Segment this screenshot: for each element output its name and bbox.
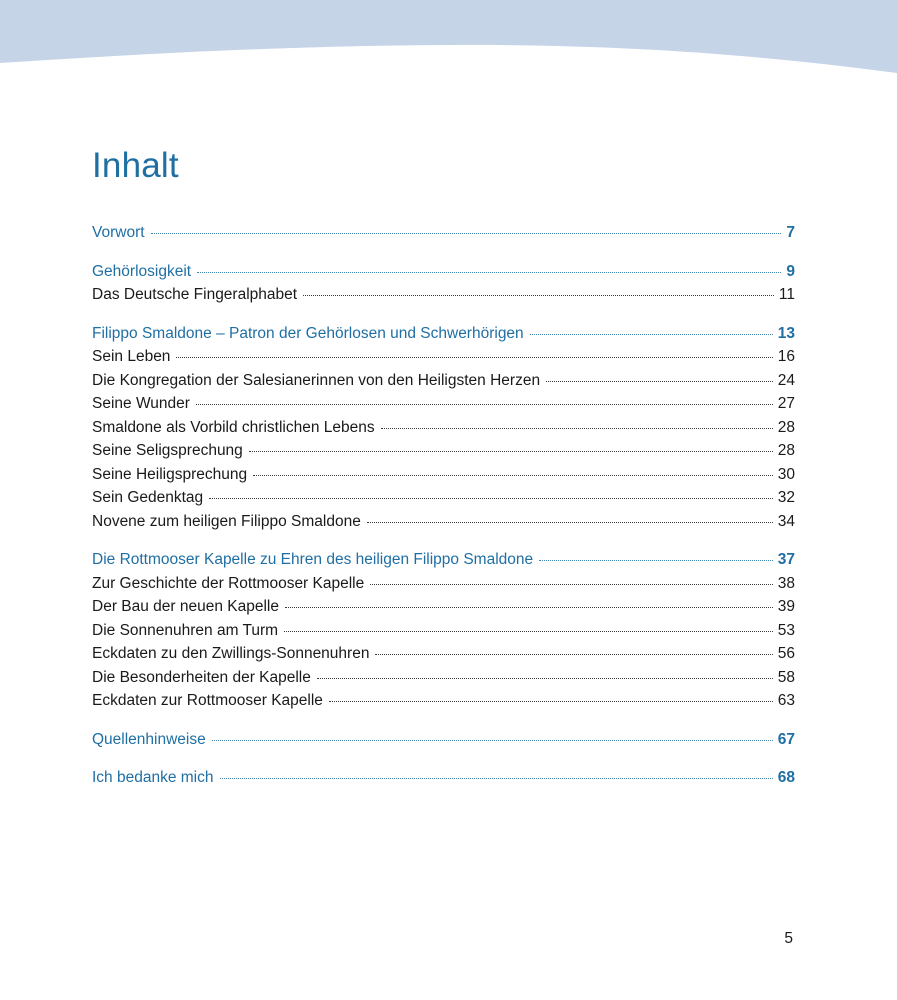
- dot-leader: [284, 631, 773, 632]
- toc-entry-page: 32: [777, 489, 795, 506]
- toc-chapter-row[interactable]: [92, 766, 795, 790]
- toc-section: [92, 766, 795, 790]
- toc-entry-page: 63: [777, 692, 795, 709]
- dot-leader: [176, 357, 772, 358]
- toc-entry-page: 34: [777, 512, 795, 530]
- toc-chapter-title: Filippo Smaldone – Patron der Gehörlosen und Schwerhörigen: [92, 324, 524, 342]
- toc-chapter-title: Ich bedanke mich: [92, 769, 214, 786]
- toc-entry-page: 27: [777, 395, 795, 412]
- dot-leader: [367, 522, 773, 523]
- toc-entry-page: 39: [777, 598, 795, 615]
- toc-section: [92, 548, 795, 713]
- toc-chapter-page: 68: [777, 769, 795, 786]
- toc-entry-row[interactable]: [92, 439, 795, 463]
- toc-section: [92, 728, 795, 752]
- toc-entry-page: 16: [777, 348, 795, 365]
- toc-entry-row[interactable]: [92, 689, 795, 713]
- dot-leader: [196, 404, 773, 405]
- dot-leader: [530, 334, 773, 335]
- dot-leader: [151, 233, 782, 234]
- page-title: Inhalt: [92, 146, 179, 185]
- dot-leader: [253, 475, 773, 476]
- dot-leader: [370, 584, 773, 585]
- toc-entry-title: Eckdaten zur Rottmooser Kapelle: [92, 692, 323, 709]
- toc-chapter-row[interactable]: [92, 221, 795, 245]
- toc-entry-title: Novene zum heiligen Filippo Smaldone: [92, 512, 361, 530]
- toc-chapter-row[interactable]: [92, 260, 795, 284]
- dot-leader: [285, 607, 773, 608]
- toc-chapter-page: 9: [786, 262, 795, 280]
- toc-entry-row[interactable]: [92, 392, 795, 416]
- table-of-contents: [92, 221, 795, 805]
- toc-entry-row[interactable]: [92, 486, 795, 510]
- dot-leader: [381, 428, 773, 429]
- toc-entry-title: Eckdaten zu den Zwillings-Sonnenuhren: [92, 645, 370, 662]
- toc-entry-title: Das Deutsche Fingeralphabet: [92, 286, 298, 303]
- toc-entry-title: Sein Leben: [92, 348, 171, 365]
- toc-entry-title: Die Besonderheiten der Kapelle: [92, 668, 311, 686]
- toc-chapter-page: 13: [777, 324, 795, 342]
- toc-chapter-title: Quellenhinweise: [92, 730, 206, 748]
- page-number: 5: [784, 930, 793, 947]
- toc-entry-row[interactable]: [92, 666, 795, 690]
- dot-leader: [197, 272, 781, 273]
- toc-entry-title: Der Bau der neuen Kapelle: [92, 598, 279, 615]
- toc-entry-row[interactable]: [92, 642, 795, 666]
- toc-chapter-row[interactable]: [92, 548, 795, 572]
- toc-chapter-page: 7: [786, 224, 795, 241]
- toc-entry-row[interactable]: [92, 416, 795, 440]
- toc-entry-row[interactable]: [92, 283, 795, 307]
- toc-entry-row[interactable]: [92, 345, 795, 369]
- dot-leader: [546, 381, 773, 382]
- toc-section: [92, 322, 795, 534]
- dot-leader: [317, 678, 773, 679]
- dot-leader: [329, 701, 773, 702]
- toc-chapter-title: Gehörlosigkeit: [92, 262, 192, 280]
- header-wave-decoration: [0, 0, 897, 80]
- dot-leader: [212, 740, 773, 741]
- dot-leader: [249, 451, 773, 452]
- toc-chapter-title: Die Rottmooser Kapelle zu Ehren des heiligen Filippo Smaldone: [92, 551, 534, 568]
- toc-entry-page: 24: [777, 371, 795, 389]
- toc-entry-page: 58: [777, 668, 795, 686]
- toc-chapter-row[interactable]: [92, 728, 795, 752]
- toc-entry-row[interactable]: [92, 572, 795, 596]
- dot-leader: [209, 498, 773, 499]
- toc-entry-title: Zur Geschichte der Rottmooser Kapelle: [92, 574, 365, 592]
- toc-entry-title: Seine Wunder: [92, 395, 190, 412]
- toc-entry-row[interactable]: [92, 510, 795, 534]
- toc-entry-row[interactable]: [92, 463, 795, 487]
- toc-section: [92, 260, 795, 307]
- toc-chapter-page: 67: [777, 730, 795, 748]
- toc-chapter-row[interactable]: [92, 322, 795, 346]
- toc-entry-row[interactable]: [92, 595, 795, 619]
- toc-entry-title: Die Sonnenuhren am Turm: [92, 621, 279, 639]
- toc-entry-title: Seine Heiligsprechung: [92, 465, 248, 483]
- dot-leader: [220, 778, 773, 779]
- toc-entry-page: 28: [777, 418, 795, 436]
- toc-entry-title: Die Kongregation der Salesianerinnen von den Heiligsten Herzen: [92, 371, 541, 389]
- toc-entry-page: 30: [777, 465, 795, 483]
- toc-entry-row[interactable]: [92, 369, 795, 393]
- toc-entry-title: Smaldone als Vorbild christlichen Lebens: [92, 418, 375, 436]
- toc-entry-row[interactable]: [92, 619, 795, 643]
- toc-entry-page: 56: [777, 645, 795, 662]
- toc-chapter-page: 37: [777, 551, 795, 568]
- dot-leader: [375, 654, 772, 655]
- toc-entry-page: 38: [777, 574, 795, 592]
- toc-entry-title: Sein Gedenktag: [92, 489, 204, 506]
- dot-leader: [303, 295, 774, 296]
- toc-entry-page: 53: [777, 621, 795, 639]
- toc-entry-page: 11: [778, 286, 795, 303]
- dot-leader: [539, 560, 773, 561]
- toc-entry-page: 28: [777, 442, 795, 459]
- toc-chapter-title: Vorwort: [92, 224, 145, 241]
- toc-entry-title: Seine Seligsprechung: [92, 442, 243, 459]
- toc-section: [92, 221, 795, 245]
